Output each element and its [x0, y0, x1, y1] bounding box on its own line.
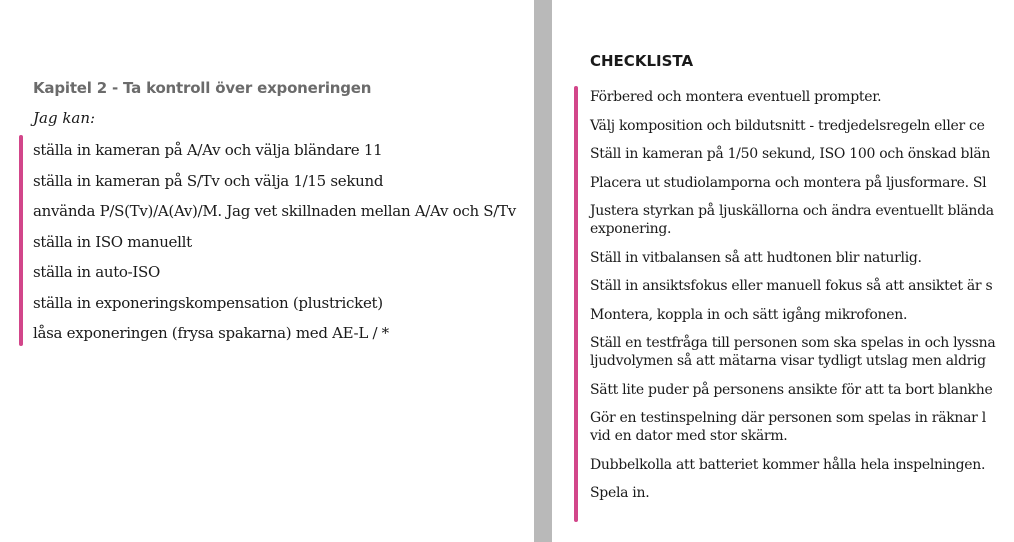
list-item: ställa in kameran på S/Tv och välja 1/15 sekund: [33, 171, 384, 190]
checklist-item-text: Gör en testinspelning där personen som spelas in räknar l: [590, 410, 986, 426]
checklist-item: [590, 381, 995, 399]
right-page: [552, 0, 1014, 542]
checklist-item-text: Spela in.: [590, 485, 650, 501]
list-item: ställa in auto-ISO: [33, 263, 161, 281]
accent-bar-right: [574, 86, 578, 522]
checklist-item: [590, 88, 995, 106]
checklist-item-text: Placera ut studiolamporna och montera på ljusformare. Sl: [590, 174, 987, 191]
checklist-item: [590, 117, 995, 135]
checklist-item: [590, 334, 995, 370]
checklist-item: [590, 409, 995, 445]
checklist-item-text: Montera, koppla in och sätt igång mikrofonen.: [590, 306, 908, 323]
checklist-item: [590, 202, 995, 238]
checklist: [590, 88, 995, 513]
checklist-item-text: Förbered och montera eventuell prompter.: [590, 89, 882, 105]
page-gutter: [534, 0, 552, 542]
skills-list: [33, 139, 516, 353]
list-item: ställa in ISO manuellt: [33, 232, 192, 251]
checklist-item: [590, 484, 995, 502]
checklist-item: [590, 277, 995, 295]
list-item: ställa in exponeringskompensation (plustricket): [33, 293, 383, 312]
accent-bar-left: [19, 135, 23, 346]
chapter-title: Kapitel 2 - Ta kontroll över exponeringen: [33, 79, 372, 97]
checklist-item-text: exponering.: [590, 221, 672, 237]
checklist-item: [590, 145, 995, 163]
checklist-item: [590, 306, 995, 324]
list-item: ställa in kameran på A/Av och välja bländare 11: [33, 141, 383, 159]
checklist-item: [590, 456, 995, 474]
checklist-item-text: Ställ en testfråga till personen som ska spelas in och lyssna: [590, 335, 996, 351]
list-item: låsa exponeringen (frysa spakarna) med AE-L / *: [33, 324, 389, 342]
intro-text: Jag kan:: [33, 109, 96, 127]
checklist-item-text: Sätt lite puder på personens ansikte för att ta bort blankhe: [590, 381, 993, 398]
checklist-item-text: Ställ in ansiktsfokus eller manuell fokus så att ansiktet är s: [590, 278, 993, 294]
checklist-item-text: Dubbelkolla att batteriet kommer hålla hela inspelningen.: [590, 456, 986, 473]
checklist-item: [590, 174, 995, 192]
checklist-title: CHECKLISTA: [590, 52, 694, 70]
checklist-item-text: vid en dator med stor skärm.: [590, 428, 788, 444]
checklist-item-text: Ställ in kameran på 1/50 sekund, ISO 100 och önskad blän: [590, 146, 991, 162]
checklist-item: [590, 249, 995, 267]
checklist-item-text: Ställ in vitbalansen så att hudtonen blir naturlig.: [590, 249, 922, 266]
checklist-item-text: ljudvolymen så att mätarna visar tydligt utslag men aldrig: [590, 353, 986, 369]
list-item: använda P/S(Tv)/A(Av)/M. Jag vet skillnaden mellan A/Av och S/Tv: [33, 202, 516, 220]
checklist-item-text: Välj komposition och bildutsnitt - tredjedelsregeln eller ce: [590, 117, 985, 134]
checklist-item-text: Justera styrkan på ljuskällorna och ändra eventuellt blända: [590, 203, 994, 219]
